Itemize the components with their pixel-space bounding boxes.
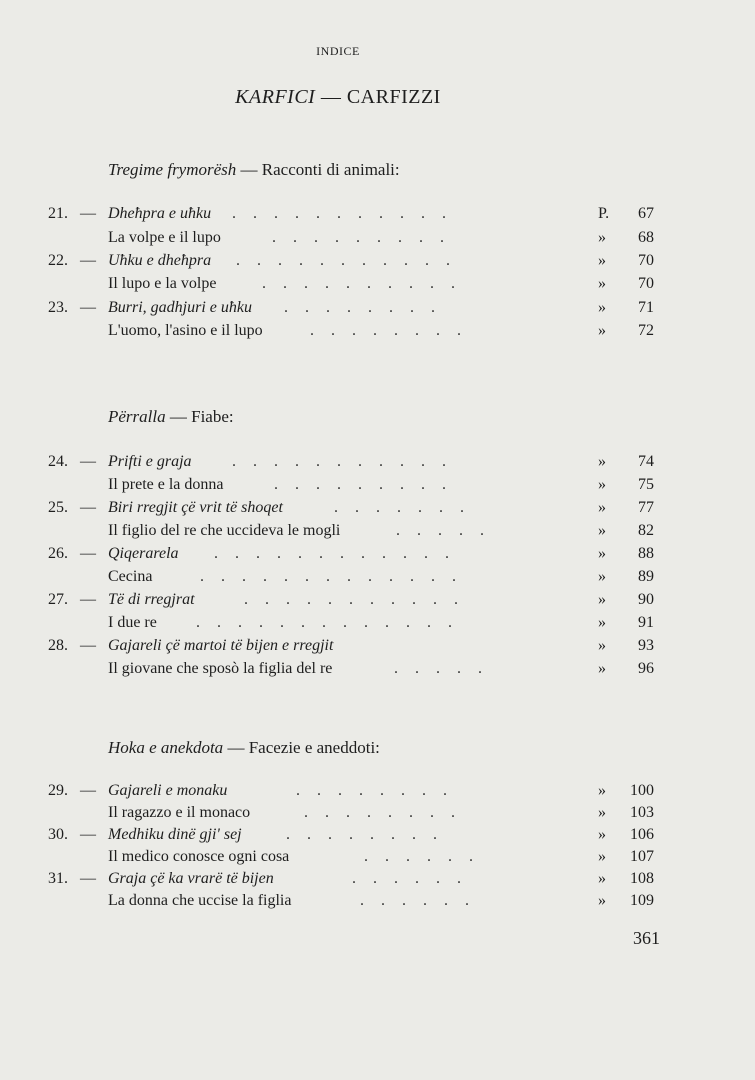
- entry-number: 23.: [48, 299, 68, 316]
- toc-entry[interactable]: [0, 614, 755, 636]
- page-marker: »: [598, 476, 606, 493]
- dot-leader: ......: [352, 870, 478, 887]
- entry-number: 24.: [48, 453, 68, 470]
- entry-dash: —: [80, 499, 96, 516]
- page-number: 77: [638, 499, 654, 516]
- page-number: 75: [638, 476, 654, 493]
- page-number: 74: [638, 453, 654, 470]
- page-number: 70: [638, 275, 654, 292]
- entry-dash: —: [80, 591, 96, 608]
- entry-number: 27.: [48, 591, 68, 608]
- toc-entry[interactable]: [0, 229, 755, 251]
- toc-entry[interactable]: [0, 591, 755, 613]
- entry-title: La donna che uccise la figlia: [108, 892, 292, 909]
- dot-leader: .....: [396, 522, 501, 539]
- section-heading-italian: Facezie e aneddoti:: [248, 738, 380, 757]
- chapter-title-separator: —: [315, 86, 347, 108]
- toc-entry[interactable]: [0, 892, 755, 914]
- dot-leader: ......: [364, 848, 490, 865]
- entry-title: Cecina: [108, 568, 153, 585]
- page-marker: »: [598, 804, 606, 821]
- page-marker: »: [598, 522, 606, 539]
- entry-number: 29.: [48, 782, 68, 799]
- chapter-title-albanian: KARFICI: [235, 86, 316, 108]
- entry-dash: —: [80, 782, 96, 799]
- entry-number: 28.: [48, 637, 68, 654]
- toc-entry[interactable]: [0, 804, 755, 826]
- running-head: INDICE: [316, 44, 360, 58]
- entry-title: La volpe e il lupo: [108, 229, 221, 246]
- page-number: 96: [638, 660, 654, 677]
- section-heading-albanian: Tregime frymorësh: [108, 160, 237, 179]
- dot-leader: ........: [310, 322, 478, 339]
- page-number: 108: [630, 870, 654, 887]
- page-number: 68: [638, 229, 654, 246]
- entry-title: Il giovane che sposò la figlia del re: [108, 660, 333, 677]
- chapter-title-italian: CARFIZZI: [346, 86, 441, 108]
- section-heading-albanian: Hoka e anekdota: [108, 738, 224, 757]
- page-number: 72: [638, 322, 654, 339]
- page-number: 71: [638, 299, 654, 316]
- page-number: 88: [638, 545, 654, 562]
- section-heading-italian: Fiabe:: [191, 407, 234, 426]
- entry-title: Il medico conosce ogni cosa: [108, 848, 290, 865]
- dot-leader: .......: [334, 499, 481, 516]
- section-heading-albanian: Përralla: [108, 407, 166, 426]
- toc-entry[interactable]: [0, 453, 755, 475]
- page-marker: »: [598, 252, 606, 269]
- dot-leader: ........: [304, 804, 472, 821]
- entry-title: Uħku e dheħpra: [108, 252, 212, 269]
- dot-leader: .........: [274, 476, 463, 493]
- page-folio: 361: [633, 928, 660, 948]
- entry-number: 31.: [48, 870, 68, 887]
- entry-title: Medhiku dinë gji' sej: [108, 826, 242, 843]
- toc-entry[interactable]: [0, 637, 755, 659]
- page-number: 89: [638, 568, 654, 585]
- entry-number: 25.: [48, 499, 68, 516]
- page-number: 107: [630, 848, 654, 865]
- page-number: 70: [638, 252, 654, 269]
- page-number: 93: [638, 637, 654, 654]
- entry-title: Prifti e graja: [108, 453, 192, 470]
- dot-leader: .............: [196, 614, 469, 631]
- section-heading: Përralla — Fiabe:: [108, 407, 234, 426]
- entry-title: Biri rregjit çë vrit të shoqet: [108, 499, 283, 516]
- entry-title: Gajareli çë martoi të bijen e rregjit: [108, 637, 334, 654]
- page-marker: »: [598, 660, 606, 677]
- entry-title: I due re: [108, 614, 157, 631]
- page-marker: »: [598, 453, 606, 470]
- section-heading-italian: Racconti di animali:: [261, 160, 400, 179]
- toc-entry[interactable]: [0, 275, 755, 297]
- dot-leader: .............: [200, 568, 473, 585]
- page-marker: »: [598, 275, 606, 292]
- page-marker: »: [598, 848, 606, 865]
- dot-leader: ........: [286, 826, 454, 843]
- entry-title: Il lupo e la volpe: [108, 275, 217, 292]
- entry-title: Il ragazzo e il monaco: [108, 804, 251, 821]
- page-number: 90: [638, 591, 654, 608]
- entry-number: 26.: [48, 545, 68, 562]
- entry-title: Gajareli e monaku: [108, 782, 228, 799]
- dot-leader: ............: [214, 545, 466, 562]
- entry-dash: —: [80, 870, 96, 887]
- page-marker: »: [598, 591, 606, 608]
- page-marker: P.: [598, 205, 610, 222]
- entry-number: 21.: [48, 205, 68, 222]
- page-marker: »: [598, 499, 606, 516]
- toc-entry[interactable]: [0, 660, 755, 682]
- toc-entry[interactable]: [0, 545, 755, 567]
- entry-dash: —: [80, 205, 96, 222]
- dot-leader: ...........: [232, 205, 463, 222]
- toc-entry[interactable]: [0, 870, 755, 892]
- toc-entry[interactable]: [0, 252, 755, 274]
- page-marker: »: [598, 870, 606, 887]
- page-marker: »: [598, 545, 606, 562]
- page-marker: »: [598, 568, 606, 585]
- dot-leader: .........: [272, 229, 461, 246]
- chapter-title: [0, 86, 676, 109]
- page-marker: »: [598, 322, 606, 339]
- toc-entry[interactable]: [0, 476, 755, 498]
- entry-dash: —: [80, 252, 96, 269]
- toc-entry[interactable]: [0, 826, 755, 848]
- entry-title: Qiqerarela: [108, 545, 179, 562]
- section-heading: Tregime frymorësh — Racconti di animali:: [108, 160, 400, 179]
- dot-leader: ........: [284, 299, 452, 316]
- dot-leader: ......: [360, 892, 486, 909]
- dot-leader: ........: [296, 782, 464, 799]
- page-number: 109: [630, 892, 654, 909]
- toc-entry[interactable]: [0, 568, 755, 590]
- toc-entry[interactable]: [0, 782, 755, 804]
- toc-entry[interactable]: [0, 299, 755, 321]
- entry-title: Il figlio del re che uccideva le mogli: [108, 522, 341, 539]
- dot-leader: ...........: [244, 591, 475, 608]
- page-marker: »: [598, 782, 606, 799]
- page-number: 67: [638, 205, 654, 222]
- entry-title: Dheħpra e uħku: [108, 205, 212, 222]
- entry-title: L'uomo, l'asino e il lupo: [108, 322, 263, 339]
- toc-entry[interactable]: [0, 499, 755, 521]
- dot-leader: ...........: [232, 453, 463, 470]
- toc-entry[interactable]: [0, 848, 755, 870]
- entry-number: 30.: [48, 826, 68, 843]
- section-heading: Hoka e anekdota — Facezie e aneddoti:: [108, 738, 380, 757]
- page-marker: »: [598, 826, 606, 843]
- dot-leader: ...........: [236, 252, 467, 269]
- entry-dash: —: [80, 453, 96, 470]
- toc-entry[interactable]: [0, 522, 755, 544]
- entry-dash: —: [80, 545, 96, 562]
- entry-title: Burri, gadhjuri e uħku: [108, 299, 252, 316]
- page-number: 100: [630, 782, 654, 799]
- toc-entry[interactable]: [0, 205, 755, 227]
- entry-dash: —: [80, 299, 96, 316]
- page-marker: »: [598, 299, 606, 316]
- page-marker: »: [598, 614, 606, 631]
- entry-dash: —: [80, 637, 96, 654]
- page-number: 82: [638, 522, 654, 539]
- entry-title: Il prete e la donna: [108, 476, 224, 493]
- page-number: 103: [630, 804, 654, 821]
- entry-number: 22.: [48, 252, 68, 269]
- page-number: 91: [638, 614, 654, 631]
- page-marker: »: [598, 229, 606, 246]
- page-marker: »: [598, 637, 606, 654]
- dot-leader: ..........: [262, 275, 472, 292]
- entry-dash: —: [80, 826, 96, 843]
- entry-title: Graja çë ka vrarë të bijen: [108, 870, 274, 887]
- toc-entry[interactable]: [0, 322, 755, 344]
- entry-title: Të di rregjrat: [108, 591, 195, 608]
- page-marker: »: [598, 892, 606, 909]
- dot-leader: .....: [394, 660, 499, 677]
- page-number: 106: [630, 826, 654, 843]
